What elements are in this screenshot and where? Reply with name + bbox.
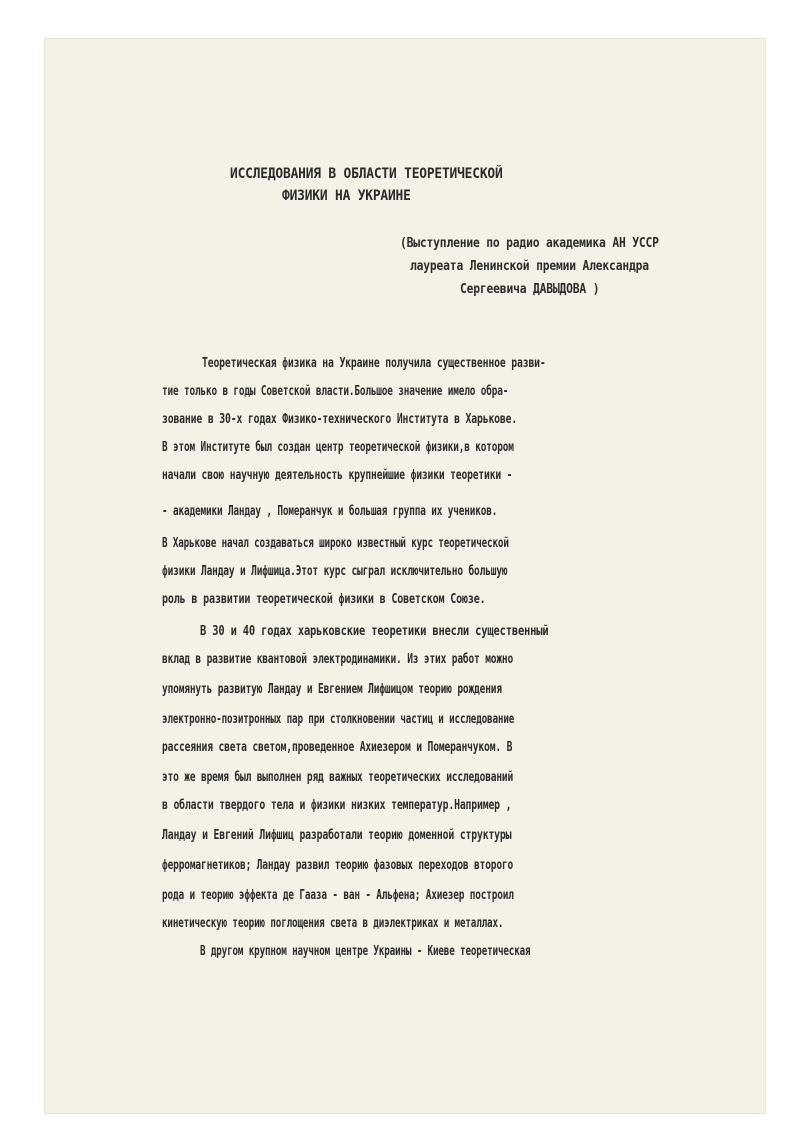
body-line: тие только в годы Советской власти.Большое значение имело обра- <box>162 384 509 399</box>
body-line: В 30 и 40 годах харьковские теоретики внесли существенный <box>200 624 549 639</box>
body-line: ферромагнетиков; Ландау развил теорию фазовых переходов второго <box>162 858 514 873</box>
body-line: в области твердого тела и физики низких температур.Например , <box>162 798 512 813</box>
subtitle-line-1: (Выступление по радио академика АН УССР <box>400 236 659 251</box>
body-line: Ландау и Евгений Лифшиц разработали теорию доменной структуры <box>162 828 512 843</box>
body-line: кинетическую теорию поглощения света в диэлектриках и металлах. <box>162 916 504 931</box>
body-line: вклад в развитие квантовой электродинамики. Из этих работ можно <box>162 652 514 667</box>
body-line: упомянуть развитую Ландау и Евгением Лифшицом теорию рождения <box>162 682 502 697</box>
body-line: это же время был выполнен ряд важных теоретических исследований <box>162 770 514 785</box>
body-line: зование в 30-х годах Физико-технического Института в Харькове. <box>162 412 518 427</box>
document-title-line-1: ИССЛЕДОВАНИЯ В ОБЛАСТИ ТЕОРЕТИЧЕСКОЙ <box>230 166 503 182</box>
body-line: физики Ландау и Лифшица.Этот курс сыграл исключительно большую <box>162 564 508 579</box>
body-line: Теоретическая физика на Украине получила существенное разви- <box>202 356 546 371</box>
body-line: - академики Ландау , Померанчук и большая группа их учеников. <box>162 504 498 519</box>
body-line: рассеяния света светом,проведенное Ахиезером и Померанчуком. В <box>162 740 513 755</box>
body-line: В другом крупном научном центре Украины - Киеве теоретическая <box>200 944 531 959</box>
subtitle-line-2: лауреата Ленинской премии Александра <box>410 259 649 274</box>
body-line: В этом Институте был создан центр теоретической физики,в котором <box>162 440 514 455</box>
body-line: роль в развитии теоретической физики в Советском Союзе. <box>162 592 486 607</box>
subtitle-line-3: Сергеевича ДАВЫДОВА ) <box>460 282 600 297</box>
body-line: электронно-позитронных пар при столкновении частиц и исследование <box>162 712 515 727</box>
body-line: рода и теорию эффекта де Гааза - ван - Альфена; Ахиезер построил <box>162 888 514 903</box>
body-line: В Харькове начал создаваться широко известный курс теоретической <box>162 536 509 551</box>
body-line: начали свою научную деятельность крупнейшие физики теоретики - <box>162 468 513 483</box>
document-title-line-2: ФИЗИКИ НА УКРАИНЕ <box>282 188 411 204</box>
